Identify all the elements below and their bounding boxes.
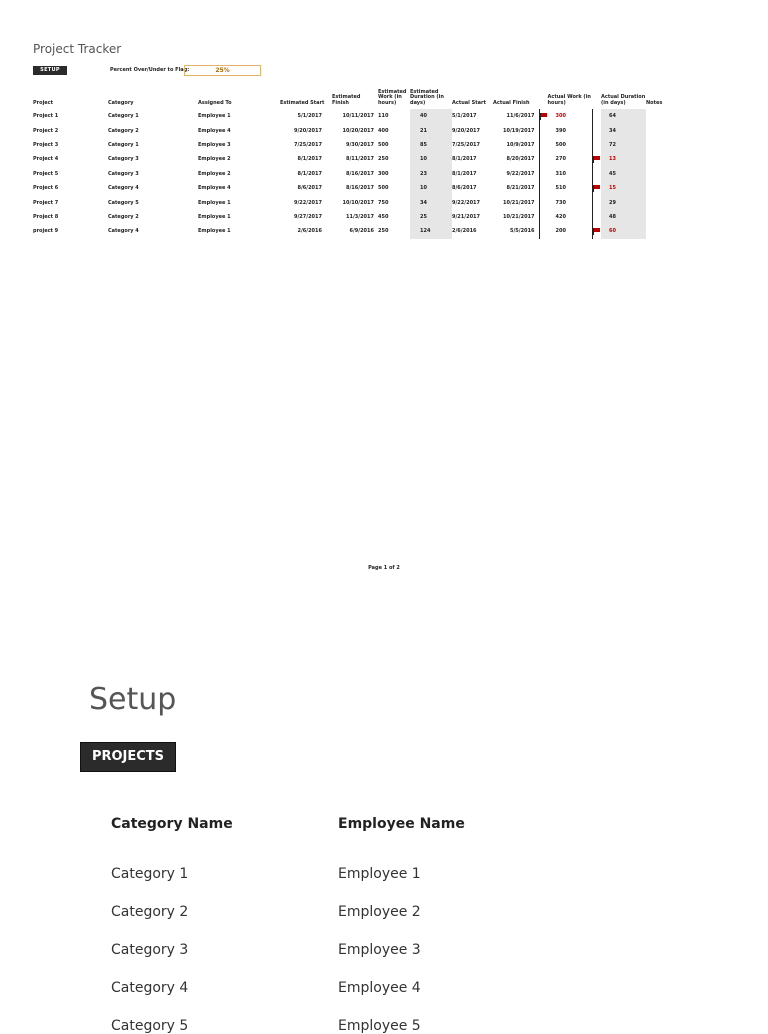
page-title: Project Tracker [33,42,122,56]
dur-flag-cell [593,210,602,224]
actual-work: 200 [555,228,566,235]
flag-icon [593,185,601,191]
est-finish: 10/20/2017 [342,127,374,134]
category-item[interactable]: Category 4 [111,980,189,996]
assigned: Employee 2 [198,156,231,163]
est-start: 5/1/2017 [297,113,322,120]
actual-work: 270 [555,156,566,163]
notes [646,195,676,209]
column-header-estimated-start: Estimated Start [280,99,325,106]
table-row[interactable] [33,224,676,238]
project: Project 2 [33,127,59,134]
employee-item[interactable]: Employee 4 [338,980,421,996]
table-row[interactable] [33,123,676,137]
dur-flag-cell [593,138,602,152]
assigned: Employee 3 [198,141,231,148]
notes [646,152,676,166]
category-item[interactable]: Category 5 [111,1018,189,1034]
project: project 9 [33,228,59,235]
actual-work: 510 [555,185,566,192]
est-work: 110 [378,113,389,120]
est-finish: 6/9/2016 [349,228,374,235]
project: Project 7 [33,199,59,206]
category: Category 1 [108,141,139,148]
est-duration: 85 [410,138,452,152]
actual-duration: 15 [601,181,646,195]
project: Project 1 [33,113,59,120]
category-item[interactable]: Category 1 [111,866,189,882]
actual-finish: 8/21/2017 [506,185,535,192]
est-duration: 34 [410,195,452,209]
actual-work: 500 [555,141,566,148]
dur-flag-cell [593,109,602,123]
actual-finish: 5/5/2016 [509,228,535,235]
percent-flag-input[interactable]: 25% [184,65,261,76]
work-flag-cell [539,167,548,181]
est-work: 300 [378,170,389,177]
work-flag-cell [539,123,548,137]
project: Project 3 [33,141,59,148]
est-start: 7/25/2017 [293,141,322,148]
actual-finish: 10/21/2017 [503,199,535,206]
project-tracker-table [33,84,676,239]
est-start: 8/1/2017 [297,156,322,163]
est-work: 500 [378,185,389,192]
est-finish: 8/11/2017 [345,156,374,163]
dur-flag-cell [593,152,602,166]
projects-button[interactable]: PROJECTS [81,743,175,771]
category: Category 4 [108,228,139,235]
actual-duration: 34 [601,123,646,137]
project: Project 6 [33,185,59,192]
column-header-actual-finish: Actual Finish [493,99,530,106]
est-duration: 10 [410,181,452,195]
flag-icon [593,156,601,162]
table-row[interactable] [33,109,676,123]
setup-title: Setup [89,682,177,717]
page-number: Page 1 of 2 [368,565,400,571]
column-header-flag-gap-1 [539,84,548,109]
work-flag-cell [539,210,548,224]
est-finish: 10/11/2017 [342,113,374,120]
actual-start: 5/1/2017 [452,113,477,120]
est-finish: 8/16/2017 [345,185,374,192]
assigned: Employee 1 [198,199,231,206]
est-work: 250 [378,228,389,235]
est-finish: 8/16/2017 [345,170,374,177]
work-flag-cell [539,224,548,238]
actual-work: 390 [555,127,566,134]
table-row[interactable] [33,138,676,152]
notes [646,109,676,123]
column-header-flag-gap-2 [593,84,602,109]
notes [646,181,676,195]
employee-name-header: Employee Name [338,816,465,832]
column-header-estimated-duration: Estimated Duration (in days) [410,88,444,106]
actual-duration: 64 [601,109,646,123]
work-flag-cell [539,138,548,152]
actual-finish: 10/19/2017 [503,127,535,134]
assigned: Employee 2 [198,170,231,177]
column-header-actual-start: Actual Start [452,99,486,106]
project: Project 8 [33,213,59,220]
est-start: 9/22/2017 [293,199,322,206]
column-header-project: Project [33,99,54,106]
est-duration: 21 [410,123,452,137]
est-duration: 10 [410,152,452,166]
actual-finish: 10/21/2017 [503,213,535,220]
notes [646,123,676,137]
actual-duration: 13 [601,152,646,166]
est-duration: 40 [410,109,452,123]
est-work: 400 [378,127,389,134]
work-flag-cell [539,152,548,166]
column-header-estimated-finish: Estimated Finish [332,94,361,106]
table-row[interactable] [33,167,676,181]
employee-item[interactable]: Employee 5 [338,1018,421,1034]
column-header-assigned-to: Assigned To [198,99,232,106]
actual-finish: 9/22/2017 [506,170,535,177]
employee-item[interactable]: Employee 3 [338,942,421,958]
dur-flag-cell [593,224,602,238]
actual-work: 300 [555,113,566,120]
column-header-notes: Notes [646,99,663,106]
actual-duration: 29 [601,195,646,209]
dur-flag-cell [593,167,602,181]
dur-flag-cell [593,181,602,195]
dur-flag-cell [593,123,602,137]
work-flag-cell [539,195,548,209]
flag-icon [593,228,601,234]
actual-start: 9/20/2017 [452,127,481,134]
est-work: 250 [378,156,389,163]
est-work: 750 [378,199,389,206]
est-work: 450 [378,213,389,220]
assigned: Employee 1 [198,213,231,220]
notes [646,210,676,224]
actual-start: 8/1/2017 [452,156,477,163]
work-flag-cell [539,181,548,195]
setup-button[interactable]: SETUP [33,66,67,75]
est-finish: 10/10/2017 [342,199,374,206]
table-row[interactable] [33,195,676,209]
actual-work: 420 [555,213,566,220]
table-header-row [33,84,676,109]
category: Category 3 [108,156,139,163]
actual-finish: 8/20/2017 [506,156,535,163]
category: Category 2 [108,127,139,134]
est-start: 9/20/2017 [293,127,322,134]
est-work: 500 [378,141,389,148]
table-row[interactable] [33,152,676,166]
actual-work: 310 [555,170,566,177]
column-header-actual-duration: Actual Duration (in days) [601,94,646,106]
category: Category 1 [108,113,139,120]
notes [646,138,676,152]
actual-start: 9/21/2017 [452,213,481,220]
column-header-estimated-work: Estimated Work (in hours) [378,88,407,106]
column-header-category: Category [108,99,134,106]
column-header-actual-work: Actual Work (in hours) [547,94,591,106]
project: Project 5 [33,170,59,177]
est-finish: 11/3/2017 [345,213,374,220]
table-row[interactable] [33,210,676,224]
est-duration: 124 [410,224,452,238]
est-duration: 23 [410,167,452,181]
actual-start: 8/6/2017 [452,185,477,192]
est-start: 8/1/2017 [297,170,322,177]
notes [646,224,676,238]
category: Category 4 [108,185,139,192]
percent-flag-label: Percent Over/Under to Flag: [110,67,190,73]
actual-duration: 72 [601,138,646,152]
est-finish: 9/30/2017 [345,141,374,148]
category-item[interactable]: Category 3 [111,942,189,958]
actual-duration: 48 [601,210,646,224]
actual-finish: 10/9/2017 [506,141,535,148]
actual-duration: 60 [601,224,646,238]
est-start: 2/6/2016 [297,228,322,235]
category-name-header: Category Name [111,816,233,832]
actual-start: 8/1/2017 [452,170,477,177]
employee-item[interactable]: Employee 1 [338,866,421,882]
notes [646,167,676,181]
category: Category 5 [108,199,139,206]
work-flag-cell [539,109,548,123]
est-duration: 25 [410,210,452,224]
est-start: 9/27/2017 [293,213,322,220]
actual-start: 9/22/2017 [452,199,481,206]
employee-item[interactable]: Employee 2 [338,904,421,920]
actual-duration: 45 [601,167,646,181]
category: Category 3 [108,170,139,177]
actual-work: 730 [555,199,566,206]
assigned: Employee 4 [198,185,231,192]
category: Category 2 [108,213,139,220]
actual-start: 7/25/2017 [452,141,481,148]
dur-flag-cell [593,195,602,209]
actual-finish: 11/6/2017 [506,113,535,120]
assigned: Employee 1 [198,228,231,235]
flag-icon [540,113,548,119]
project: Project 4 [33,156,59,163]
est-start: 8/6/2017 [297,185,322,192]
actual-start: 2/6/2016 [452,228,477,235]
table-row[interactable] [33,181,676,195]
assigned: Employee 4 [198,127,231,134]
category-item[interactable]: Category 2 [111,904,189,920]
assigned: Employee 1 [198,113,231,120]
